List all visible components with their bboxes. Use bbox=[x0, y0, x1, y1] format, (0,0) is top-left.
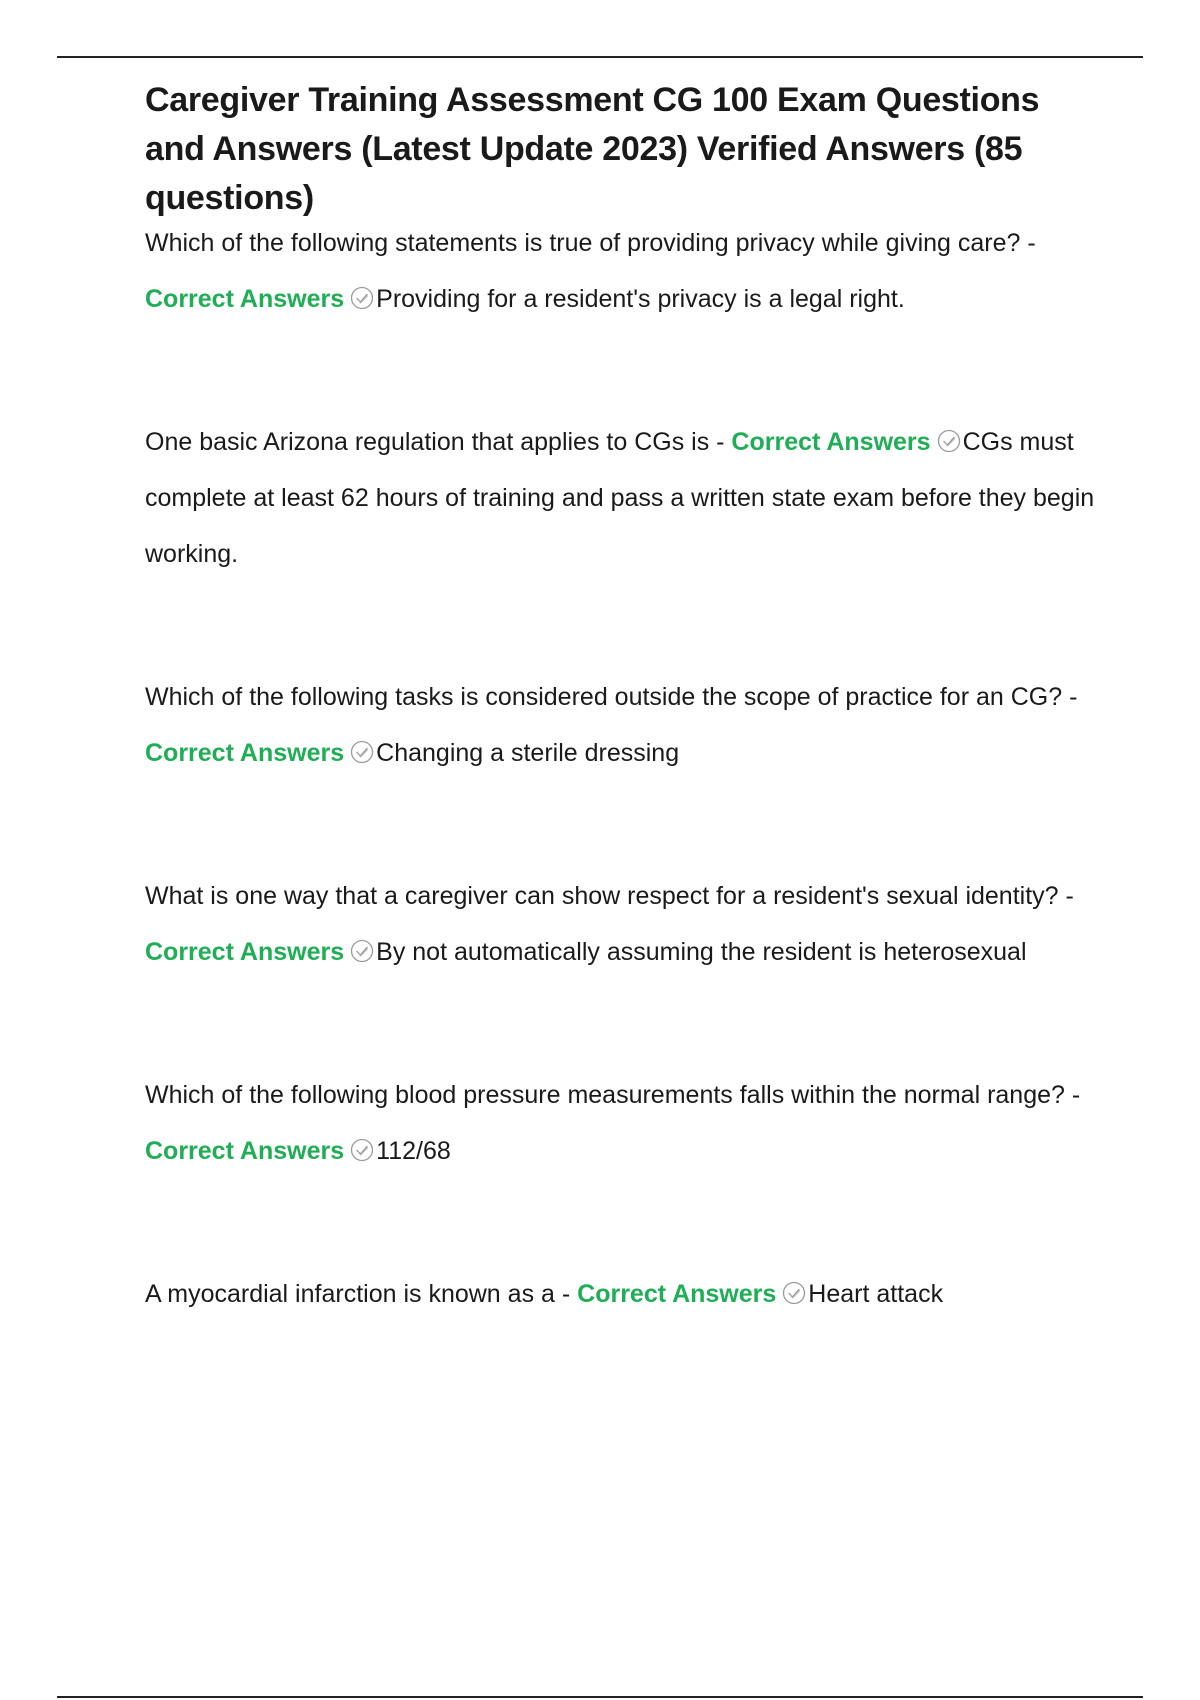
correct-answers-label: Correct Answers bbox=[577, 1280, 777, 1308]
bottom-divider bbox=[57, 1696, 1143, 1698]
answer-text: 112/68 bbox=[376, 1137, 451, 1165]
answer-text: By not automatically assuming the resident is heterosexual bbox=[376, 938, 1027, 966]
correct-answers-label: Correct Answers bbox=[145, 285, 345, 313]
answer-text: Changing a sterile dressing bbox=[376, 739, 680, 767]
question-text: A myocardial infarction is known as a - bbox=[145, 1280, 578, 1308]
correct-answers-label: Correct Answers bbox=[145, 1137, 345, 1165]
top-divider bbox=[57, 56, 1143, 58]
answer-text: Providing for a resident's privacy is a legal right. bbox=[376, 285, 905, 313]
qa-item bbox=[145, 215, 1095, 327]
qa-item bbox=[145, 1067, 1095, 1179]
answer-text: CGs must complete at least 62 hours of training and pass a written state exam before they begin working. bbox=[145, 428, 1095, 568]
check-circle-icon bbox=[350, 939, 374, 963]
check-circle-icon bbox=[937, 429, 961, 453]
answer-text: Heart attack bbox=[808, 1280, 944, 1308]
correct-answers-label: Correct Answers bbox=[145, 739, 345, 767]
correct-answers-label: Correct Answers bbox=[731, 428, 931, 456]
qa-item bbox=[145, 414, 1095, 582]
qa-item bbox=[145, 669, 1095, 781]
qa-item bbox=[145, 868, 1095, 980]
question-text: Which of the following blood pressure measurements falls within the normal range? - bbox=[145, 1081, 1081, 1109]
question-text: What is one way that a caregiver can show respect for a resident's sexual identity? - bbox=[145, 882, 1074, 910]
question-text: Which of the following tasks is considered outside the scope of practice for an CG? - bbox=[145, 683, 1078, 711]
check-circle-icon bbox=[350, 286, 374, 310]
qa-item bbox=[145, 1266, 1095, 1322]
check-circle-icon bbox=[350, 740, 374, 764]
check-circle-icon bbox=[350, 1138, 374, 1162]
question-text: Which of the following statements is true of providing privacy while giving care? - bbox=[145, 229, 1036, 257]
check-circle-icon bbox=[782, 1281, 806, 1305]
document-body bbox=[145, 76, 1095, 1322]
question-text: One basic Arizona regulation that applies to CGs is - bbox=[145, 428, 732, 456]
document-title: Caregiver Training Assessment CG 100 Exam Questions and Answers (Latest Update 2023) Verified Answers (85 questions) bbox=[145, 81, 1040, 217]
correct-answers-label: Correct Answers bbox=[145, 938, 345, 966]
